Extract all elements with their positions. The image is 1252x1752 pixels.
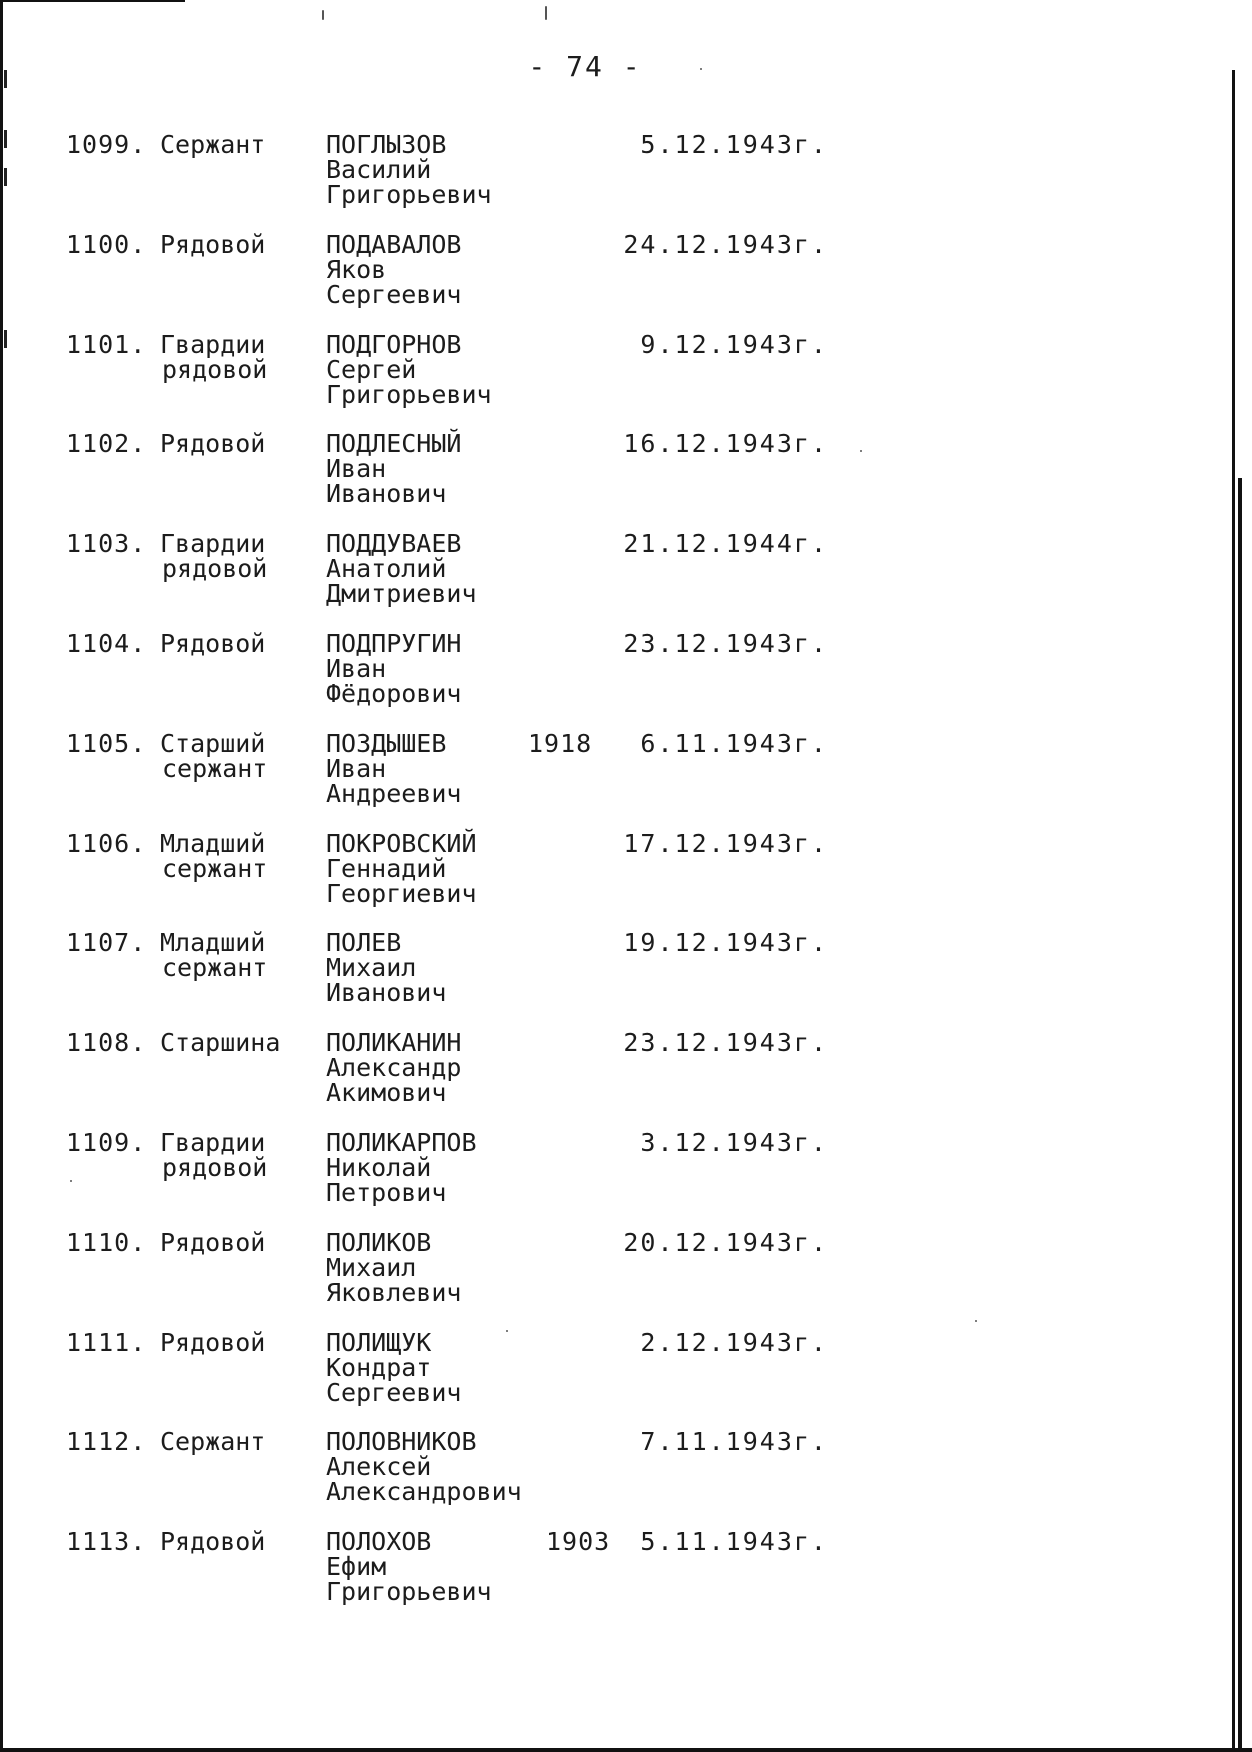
entry-full-name [326, 1529, 492, 1604]
entry-patronymic: Акимович [326, 1078, 447, 1107]
list-item [0, 930, 1252, 1030]
rank-line: Рядовой [160, 230, 266, 259]
rank-line: Рядовой [160, 429, 266, 458]
entry-first-name: Александр [326, 1053, 462, 1082]
entry-number: 1102. [66, 429, 147, 458]
entry-date: 24.12.1943г. [623, 230, 828, 259]
entry-date: 16.12.1943г. [623, 429, 828, 458]
entry-surname: ПОДДУВАЕВ [326, 529, 462, 558]
entry-surname: ПОЗДЫШЕВ [326, 729, 447, 758]
entry-rank [160, 531, 267, 581]
entry-number: 1108. [66, 1028, 147, 1057]
rank-line: Младший [160, 928, 266, 957]
entry-surname: ПОГЛЫЗОВ [326, 130, 447, 159]
entry-full-name [326, 731, 461, 806]
rank-line: Гвардии [160, 529, 266, 558]
entry-full-name [326, 1230, 461, 1305]
entry-full-name [326, 831, 477, 906]
entry-first-name: Иван [326, 654, 387, 683]
entry-patronymic: Иванович [326, 978, 447, 1007]
rank-line: Гвардии [160, 1128, 266, 1157]
entry-date: 20.12.1943г. [623, 1228, 828, 1257]
entry-patronymic: Григорьевич [326, 180, 492, 209]
list-item [0, 631, 1252, 731]
entry-number: 1104. [66, 629, 147, 658]
list-item [0, 831, 1252, 931]
entry-patronymic: Яковлевич [326, 1278, 462, 1307]
scan-speck [322, 10, 324, 20]
entry-full-name [326, 531, 477, 606]
rank-line: Рядовой [160, 629, 266, 658]
entry-rank [160, 1330, 265, 1355]
rank-line: сержант [162, 754, 268, 783]
rank-line: Младший [160, 829, 266, 858]
entry-number: 1107. [66, 928, 147, 957]
list-item [0, 431, 1252, 531]
entry-full-name [326, 1130, 477, 1205]
list-item [0, 1330, 1252, 1430]
entry-surname: ПОЛИКАНИН [326, 1028, 462, 1057]
entry-date: 7.11.1943г. [640, 1427, 828, 1456]
entry-date: 21.12.1944г. [623, 529, 828, 558]
entry-date: 9.12.1943г. [640, 330, 828, 359]
entry-full-name [326, 631, 461, 706]
entry-date: 5.11.1943г. [640, 1527, 828, 1556]
entry-number: 1113. [66, 1527, 147, 1556]
entry-patronymic: Георгиевич [326, 879, 477, 908]
entry-full-name [326, 1429, 522, 1504]
entry-patronymic: Григорьевич [326, 380, 492, 409]
rank-line: Гвардии [160, 330, 266, 359]
entry-patronymic: Сергеевич [326, 280, 462, 309]
entry-first-name: Кондрат [326, 1353, 432, 1382]
entry-first-name: Сергей [326, 355, 417, 384]
entry-rank [160, 731, 267, 781]
entry-patronymic: Александрович [326, 1477, 522, 1506]
entry-first-name: Михаил [326, 953, 417, 982]
scan-edge-bottom [0, 1748, 1252, 1752]
entry-surname: ПОДАВАЛОВ [326, 230, 462, 259]
entry-first-name: Ефим [326, 1552, 387, 1581]
entry-surname: ПОЛЕВ [326, 928, 402, 957]
entry-full-name [326, 332, 492, 407]
entry-full-name [326, 1330, 461, 1405]
list-item [0, 1529, 1252, 1629]
entry-patronymic: Фёдорович [326, 679, 462, 708]
entry-rank [160, 132, 265, 157]
entry-rank [160, 1429, 265, 1454]
entry-patronymic: Андреевич [326, 779, 462, 808]
entry-surname: ПОДГОРНОВ [326, 330, 462, 359]
entry-first-name: Алексей [326, 1452, 432, 1481]
entry-rank [160, 1230, 265, 1255]
entry-full-name [326, 132, 492, 207]
rank-line: Сержант [160, 1427, 266, 1456]
rank-line: рядовой [162, 554, 268, 583]
entry-rank [160, 930, 267, 980]
entry-first-name: Михаил [326, 1253, 417, 1282]
entry-rank [160, 631, 265, 656]
entry-rank [160, 1030, 280, 1055]
list-item [0, 1230, 1252, 1330]
entry-rank [160, 1130, 267, 1180]
list-item [0, 132, 1252, 232]
entry-first-name: Иван [326, 754, 387, 783]
entry-surname: ПОДПРУГИН [326, 629, 462, 658]
scan-mark [4, 70, 7, 88]
entry-date: 23.12.1943г. [623, 629, 828, 658]
entry-first-name: Иван [326, 454, 387, 483]
entry-number: 1101. [66, 330, 147, 359]
rank-line: сержант [162, 953, 268, 982]
entry-surname: ПОДЛЕСНЫЙ [326, 429, 462, 458]
entry-date: 19.12.1943г. [623, 928, 828, 957]
entry-patronymic: Дмитриевич [326, 579, 477, 608]
entry-full-name [326, 1030, 461, 1105]
entry-rank [160, 232, 265, 257]
entry-number: 1112. [66, 1427, 147, 1456]
scan-speck [545, 6, 547, 20]
scan-edge-top [0, 0, 185, 2]
entry-surname: ПОЛИКОВ [326, 1228, 432, 1257]
rank-line: рядовой [162, 1153, 268, 1182]
entry-number: 1109. [66, 1128, 147, 1157]
entry-number: 1103. [66, 529, 147, 558]
entry-number: 1106. [66, 829, 147, 858]
list-item [0, 1130, 1252, 1230]
entry-surname: ПОЛОВНИКОВ [326, 1427, 477, 1456]
entry-date: 2.12.1943г. [640, 1328, 828, 1357]
rank-line: рядовой [162, 355, 268, 384]
entry-first-name: Анатолий [326, 554, 447, 583]
entry-number: 1105. [66, 729, 147, 758]
page-number: - 74 - [528, 50, 642, 83]
entry-rank [160, 332, 267, 382]
list-item [0, 531, 1252, 631]
rank-line: Старший [160, 729, 266, 758]
list-item [0, 731, 1252, 831]
entry-date: 23.12.1943г. [623, 1028, 828, 1057]
entry-number: 1111. [66, 1328, 147, 1357]
entry-number: 1099. [66, 130, 147, 159]
scan-speck [700, 68, 702, 70]
entry-rank [160, 1529, 265, 1554]
list-item [0, 1429, 1252, 1529]
rank-line: сержант [162, 854, 268, 883]
entry-patronymic: Иванович [326, 479, 447, 508]
list-item [0, 332, 1252, 432]
entry-patronymic: Григорьевич [326, 1577, 492, 1606]
entry-surname: ПОЛОХОВ [326, 1527, 432, 1556]
entry-date: 5.12.1943г. [640, 130, 828, 159]
entry-first-name: Василий [326, 155, 432, 184]
entry-first-name: Яков [326, 255, 387, 284]
entry-number: 1100. [66, 230, 147, 259]
rank-line: Рядовой [160, 1527, 266, 1556]
entry-number: 1110. [66, 1228, 147, 1257]
entry-patronymic: Петрович [326, 1178, 447, 1207]
entry-surname: ПОКРОВСКИЙ [326, 829, 477, 858]
entry-surname: ПОЛИЩУК [326, 1328, 432, 1357]
entry-birth-year: 1918 [528, 729, 593, 758]
entry-first-name: Николай [326, 1153, 432, 1182]
entry-birth-year: 1903 [546, 1527, 611, 1556]
rank-line: Рядовой [160, 1328, 266, 1357]
rank-line: Сержант [160, 130, 266, 159]
entry-rank [160, 431, 265, 456]
entry-date: 3.12.1943г. [640, 1128, 828, 1157]
entry-surname: ПОЛИКАРПОВ [326, 1128, 477, 1157]
entry-full-name [326, 930, 446, 1005]
entry-rank [160, 831, 267, 881]
rank-line: Старшина [160, 1028, 281, 1057]
entry-date: 17.12.1943г. [623, 829, 828, 858]
rank-line: Рядовой [160, 1228, 266, 1257]
entry-patronymic: Сергеевич [326, 1378, 462, 1407]
list-item [0, 232, 1252, 332]
entry-date: 6.11.1943г. [640, 729, 828, 758]
list-item [0, 1030, 1252, 1130]
entry-full-name [326, 232, 461, 307]
entry-full-name [326, 431, 461, 506]
entry-first-name: Геннадий [326, 854, 447, 883]
